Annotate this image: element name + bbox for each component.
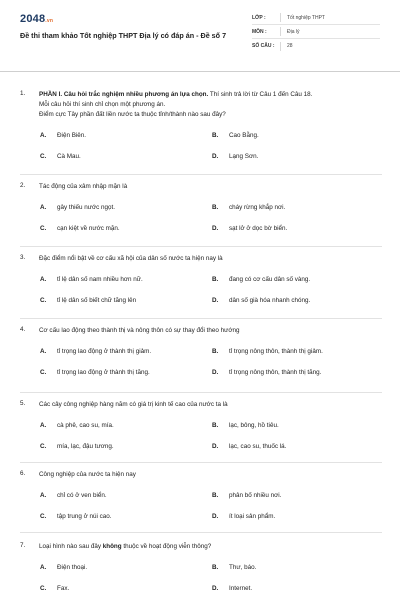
- option-b[interactable]: [212, 564, 256, 571]
- option-text: chỉ có ở ven biển.: [57, 492, 107, 499]
- option-b[interactable]: [212, 204, 285, 211]
- option-letter: B.: [212, 348, 219, 355]
- question-divider: [20, 174, 382, 175]
- logo-main: 2048: [20, 13, 46, 25]
- option-a[interactable]: [40, 492, 107, 499]
- info-row-subject: [252, 25, 380, 39]
- option-letter: B.: [212, 564, 219, 571]
- option-d[interactable]: [212, 443, 286, 450]
- options-grid: [20, 264, 382, 308]
- option-c[interactable]: [40, 585, 69, 592]
- option-c[interactable]: [40, 369, 150, 376]
- option-letter: C.: [40, 369, 47, 376]
- option-text: Thư, báo.: [229, 564, 257, 571]
- option-text: tỉ lệ dân số nam nhiều hơn nữ.: [57, 276, 143, 283]
- question-text: Cơ cấu lao động theo thành thị và nông thôn có sự thay đổi theo hướng: [39, 327, 240, 334]
- question-text: Đặc điểm nổi bật về cơ cấu xã hội của dân số nước ta hiện nay là: [39, 255, 223, 262]
- option-c[interactable]: [40, 443, 114, 450]
- option-letter: D.: [212, 297, 219, 304]
- option-text: Cao Bằng.: [229, 132, 259, 139]
- option-letter: D.: [212, 513, 219, 520]
- question-text-after: thuộc về hoạt động viễn thông?: [121, 543, 212, 550]
- option-c[interactable]: [40, 513, 112, 520]
- option-letter: D.: [212, 443, 219, 450]
- info-separator: [280, 42, 281, 51]
- question-1: [20, 90, 382, 164]
- option-a[interactable]: [40, 204, 115, 211]
- info-value: Địa lý: [287, 28, 300, 35]
- options-grid: [20, 552, 382, 596]
- option-text: Điện thoại.: [57, 564, 88, 571]
- option-letter: D.: [212, 369, 219, 376]
- option-letter: D.: [212, 585, 219, 592]
- option-text: Fax.: [57, 585, 70, 592]
- option-text: cạn kiệt về nước mặn.: [57, 225, 120, 232]
- option-text: tỉ trọng lao động ở thành thị giảm.: [57, 348, 152, 355]
- option-b[interactable]: [212, 422, 279, 429]
- options-grid: [20, 480, 382, 524]
- option-text: tập trung ở núi cao.: [57, 513, 112, 520]
- option-letter: C.: [40, 297, 47, 304]
- option-letter: C.: [40, 585, 47, 592]
- question-7: [20, 542, 382, 596]
- options-grid: [20, 120, 382, 164]
- option-letter: C.: [40, 513, 47, 520]
- question-text: Công nghiệp của nước ta hiện nay: [39, 471, 136, 478]
- option-text: cà phê, cao su, mía.: [57, 422, 114, 429]
- option-letter: B.: [212, 422, 219, 429]
- option-a[interactable]: [40, 132, 86, 139]
- question-4: [20, 326, 382, 380]
- question-number: 7.: [20, 542, 26, 549]
- question-number: 2.: [20, 182, 26, 189]
- options-grid: [20, 410, 382, 454]
- option-text: tỉ trọng lao động ở thành thị tăng.: [57, 369, 150, 376]
- option-text: tỉ trọng nông thôn, thành thị giảm.: [229, 348, 323, 355]
- option-d[interactable]: [212, 585, 252, 592]
- option-text: cháy rừng khắp nơi.: [229, 204, 286, 211]
- option-c[interactable]: [40, 225, 120, 232]
- option-letter: D.: [212, 153, 219, 160]
- option-d[interactable]: [212, 153, 258, 160]
- info-separator: [280, 27, 281, 36]
- question-number: 3.: [20, 254, 26, 261]
- option-text: ít loại sản phẩm.: [229, 513, 276, 520]
- option-text: sạt lở ở dọc bờ biển.: [229, 225, 288, 232]
- info-value: Tốt nghiệp THPT: [287, 14, 325, 21]
- option-a[interactable]: [40, 276, 143, 283]
- question-divider: [20, 318, 382, 319]
- option-text: Internet.: [229, 585, 253, 592]
- option-text: đang có cơ cấu dân số vàng.: [229, 276, 311, 283]
- option-d[interactable]: [212, 369, 321, 376]
- option-a[interactable]: [40, 348, 151, 355]
- question-text-emphasis: không: [102, 543, 122, 550]
- question-2: [20, 182, 382, 236]
- question-divider: [20, 462, 382, 463]
- question-number: 1.: [20, 90, 26, 97]
- question-number: 4.: [20, 326, 26, 333]
- option-letter: A.: [40, 348, 47, 355]
- option-letter: B.: [212, 276, 219, 283]
- question-3: [20, 254, 382, 308]
- info-key: SỐ CÂU :: [252, 43, 275, 49]
- option-b[interactable]: [212, 132, 259, 139]
- option-text: Lạng Sơn.: [229, 153, 259, 160]
- option-letter: C.: [40, 225, 47, 232]
- option-text: tỉ lệ dân số biết chữ tăng lên: [57, 297, 137, 304]
- option-b[interactable]: [212, 492, 281, 499]
- option-text: lạc, bông, hồ tiêu.: [229, 422, 279, 429]
- option-text: dân số già hóa nhanh chóng.: [229, 297, 311, 304]
- option-text: mía, lạc, đậu tương.: [57, 443, 114, 450]
- option-b[interactable]: [212, 276, 310, 283]
- question-text: Tác động của xâm nhập mặn là: [39, 183, 128, 190]
- info-separator: [280, 13, 281, 22]
- option-b[interactable]: [212, 348, 323, 355]
- site-logo[interactable]: [20, 13, 53, 25]
- option-letter: B.: [212, 492, 219, 499]
- option-text: Cà Mau.: [57, 153, 81, 160]
- question-text: [39, 90, 382, 120]
- option-d[interactable]: [212, 297, 310, 304]
- option-d[interactable]: [212, 225, 287, 232]
- option-letter: C.: [40, 443, 47, 450]
- info-key: MÔN :: [252, 28, 267, 35]
- option-letter: A.: [40, 132, 47, 139]
- option-letter: B.: [212, 132, 219, 139]
- option-a[interactable]: [40, 422, 114, 429]
- option-letter: C.: [40, 153, 47, 160]
- question-5: [20, 400, 382, 454]
- option-text: tỉ trọng nông thôn, thành thị tăng.: [229, 369, 322, 376]
- exam-header: [0, 0, 400, 72]
- option-d[interactable]: [212, 513, 275, 520]
- exam-info-panel: [252, 11, 380, 53]
- question-number: 5.: [20, 400, 26, 407]
- option-text: Điện Biên.: [57, 132, 87, 139]
- question-divider: [20, 392, 382, 393]
- option-letter: B.: [212, 204, 219, 211]
- instruction-line: Mỗi câu hỏi thí sinh chỉ chọn một phương án.: [39, 101, 166, 108]
- option-c[interactable]: [40, 153, 81, 160]
- option-letter: A.: [40, 204, 47, 211]
- option-letter: A.: [40, 492, 47, 499]
- question-divider: [20, 246, 382, 247]
- question-stem: Điểm cực Tây phần đất liền nước ta thuộc tỉnh/thành nào sau đây?: [39, 111, 226, 118]
- info-key: LỚP :: [252, 14, 266, 21]
- option-text: gây thiếu nước ngọt.: [57, 204, 116, 211]
- options-grid: [20, 192, 382, 236]
- info-row-question-count: [252, 39, 380, 53]
- option-letter: A.: [40, 564, 47, 571]
- question-6: [20, 470, 382, 524]
- question-text: [39, 542, 382, 552]
- info-value: 28: [287, 43, 293, 49]
- options-grid: [20, 336, 382, 380]
- question-text: Các cây công nghiệp hàng năm có giá trị kinh tế cao của nước ta là: [39, 401, 228, 408]
- option-text: phân bố nhiều nơi.: [229, 492, 282, 499]
- question-text-before: Loại hình nào sau đây: [39, 543, 103, 550]
- logo-suffix: .vn: [45, 18, 54, 24]
- exam-title: Đề thi tham khảo Tốt nghiệp THPT Địa lý có đáp án - Đề số 7: [20, 31, 227, 40]
- option-text: lạc, cao su, thuốc lá.: [229, 443, 287, 450]
- option-a[interactable]: [40, 564, 87, 571]
- option-letter: A.: [40, 422, 47, 429]
- option-letter: D.: [212, 225, 219, 232]
- info-row-class: [252, 11, 380, 25]
- option-c[interactable]: [40, 297, 136, 304]
- question-divider: [20, 532, 382, 533]
- section-heading: PHẦN I. Câu hỏi trắc nghiệm nhiều phương án lựa chọn.: [39, 91, 209, 98]
- section-instruction: Thí sinh trả lời từ Câu 1 đến Câu 18.: [208, 91, 313, 98]
- option-letter: A.: [40, 276, 47, 283]
- question-number: 6.: [20, 470, 26, 477]
